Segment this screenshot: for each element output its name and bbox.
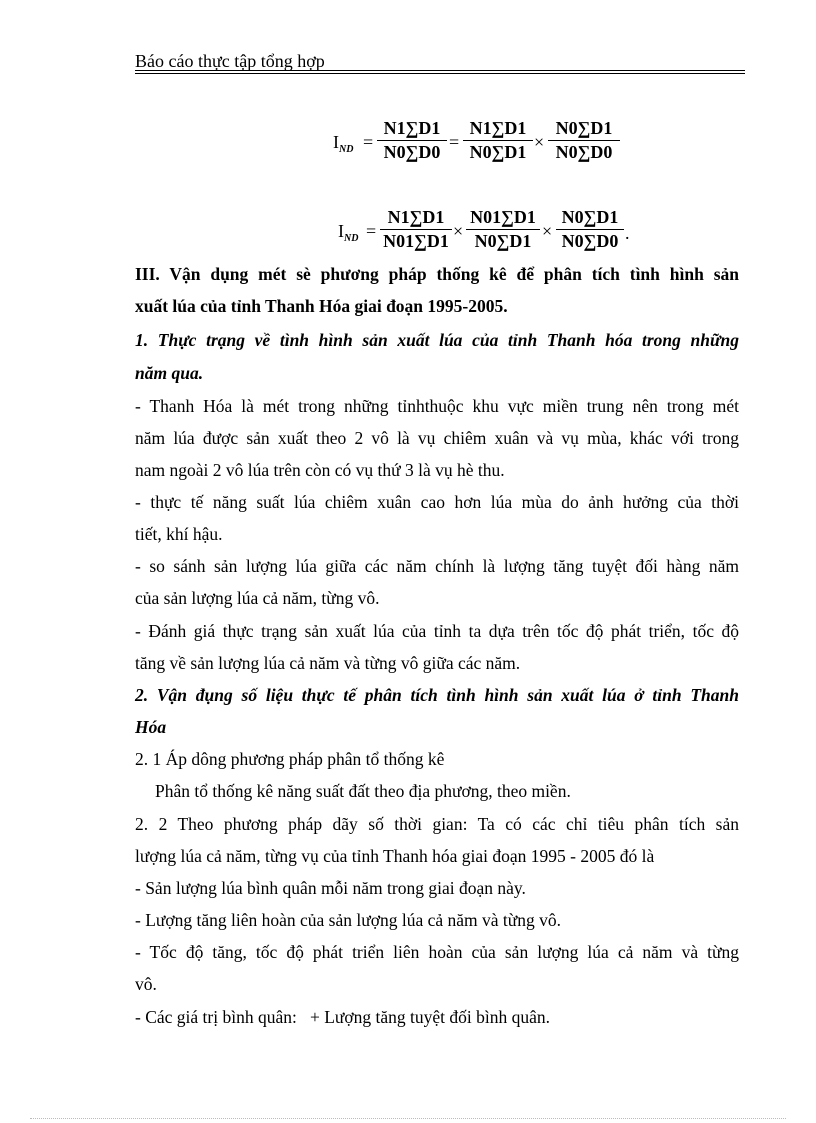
header-rule-bottom — [135, 73, 745, 74]
paragraph-3-line-2: của sản lượng lúa cả năm, từng vô. — [135, 588, 380, 608]
page-header — [135, 50, 745, 72]
formula-2-eq: = — [366, 221, 377, 241]
formula-1-fraction-1 — [377, 118, 447, 168]
subheading-1-line-1: 1. Thực trạng về tình hình sản xuất lúa của tỉnh Thanh hóa trong những — [135, 330, 739, 350]
formula-2-times-1: × — [453, 221, 464, 241]
paragraph-4-line-2: tăng về sản lượng lúa cả năm và từng vô giữa các năm. — [135, 653, 521, 673]
formula-1-eq-2: = — [449, 132, 460, 152]
formula-1-times: × — [534, 132, 545, 152]
bullet-1: - Sản lượng lúa bình quân mỗi năm trong giai đoạn này. — [135, 878, 526, 898]
fraction-bar — [556, 229, 624, 230]
fraction-numerator: N1∑D1 — [469, 118, 527, 138]
item-2-2-line-2: lượng lúa cả năm, từng vụ của tỉnh Thanh hóa giai đoạn 1995 - 2005 đó là — [135, 846, 655, 866]
formula-2-fraction-3 — [556, 207, 624, 257]
fraction-denominator: N0∑D0 — [561, 231, 619, 251]
fraction-numerator: N1∑D1 — [383, 118, 441, 138]
fraction-bar — [463, 140, 533, 141]
item-2-1-text: Phân tổ thống kê năng suất đất theo địa phương, theo miền. — [155, 781, 571, 801]
header-rule-top — [135, 70, 745, 71]
fraction-bar — [466, 229, 540, 230]
subheading-2-line-1: 2. Vận đụng số liệu thực tế phân tích tình hình sản xuất lúa ở tỉnh Thanh — [135, 685, 739, 705]
subheading-1-line-2: năm qua. — [135, 363, 204, 383]
paragraph-1-line-1: - Thanh Hóa là mét trong những tỉnhthuộc khu vực miền trung nên trong mét — [135, 396, 739, 416]
formula-1-fraction-3 — [548, 118, 620, 168]
fraction-numerator: N01∑D1 — [470, 207, 536, 227]
fraction-denominator: N0∑D1 — [469, 142, 527, 162]
fraction-denominator: N0∑D0 — [383, 142, 441, 162]
fraction-denominator: N0∑D1 — [474, 231, 532, 251]
header-title: Báo cáo thực tập tổng hợp — [135, 51, 325, 71]
bullet-3-line-1: - Tốc độ tăng, tốc độ phát triển liên hoàn của sản lượng lúa cả năm và từng — [135, 942, 739, 962]
formula-2-fraction-2 — [466, 207, 540, 257]
document-body — [135, 258, 739, 1058]
subheading-2-line-2: Hóa — [135, 717, 167, 737]
fraction-bar — [377, 140, 447, 141]
fraction-numerator: N0∑D1 — [555, 118, 613, 138]
paragraph-1-line-2: năm lúa được sản xuất theo 2 vô là vụ chiêm xuân và vụ mùa, khác với trong — [135, 428, 739, 448]
formula-1-eq: = — [363, 132, 374, 152]
page-bottom-border — [30, 1118, 786, 1119]
fraction-bar — [380, 229, 452, 230]
section-heading-line-2: xuất lúa của tỉnh Thanh Hóa giai đoạn 1995-2005. — [135, 296, 508, 316]
section-heading-line-1: III. Vận dụng mét sè phương pháp thống kê để phân tích tình hình sản — [135, 264, 739, 284]
bullet-3-line-2: vô. — [135, 974, 157, 994]
paragraph-2-line-1: - thực tế năng suất lúa chiêm xuân cao hơn lúa mùa do ảnh hưởng của thời — [135, 492, 739, 512]
fraction-denominator: N01∑D1 — [383, 231, 449, 251]
paragraph-2-line-2: tiết, khí hậu. — [135, 524, 223, 544]
fraction-denominator: N0∑D0 — [555, 142, 613, 162]
item-2-1-title: 2. 1 Áp dông phương pháp phân tổ thống kê — [135, 749, 445, 769]
fraction-bar — [548, 140, 620, 141]
item-2-2-line-1: 2. 2 Theo phương pháp dãy số thời gian: Ta có các chỉ tiêu phân tích sản — [135, 814, 739, 834]
formula-2 — [338, 207, 638, 257]
formula-1-lhs: $I_{ND}$ — [333, 132, 354, 155]
paragraph-3-line-1: - so sánh sản lượng lúa giữa các năm chính là lượng tăng tuyệt đối hàng năm — [135, 556, 739, 576]
paragraph-4-line-1: - Đánh giá thực trạng sản xuất lúa của tỉnh ta dựa trên tốc độ phát triển, tốc độ — [135, 621, 739, 641]
fraction-numerator: N1∑D1 — [387, 207, 445, 227]
fraction-numerator: N0∑D1 — [561, 207, 619, 227]
formula-1 — [333, 118, 633, 168]
formula-1-fraction-2 — [463, 118, 533, 168]
formula-2-lhs: $I_{ND}$ — [338, 221, 359, 244]
formula-2-fraction-1 — [380, 207, 452, 257]
formula-2-period: . — [625, 223, 630, 243]
bullet-4: - Các giá trị bình quân: + Lượng tăng tuyệt đối bình quân. — [135, 1007, 550, 1027]
formula-2-times-2: × — [542, 221, 553, 241]
paragraph-1-line-3: nam ngoài 2 vô lúa trên còn có vụ thứ 3 là vụ hè thu. — [135, 460, 505, 480]
bullet-2: - Lượng tăng liên hoàn của sản lượng lúa cả năm và từng vô. — [135, 910, 562, 930]
